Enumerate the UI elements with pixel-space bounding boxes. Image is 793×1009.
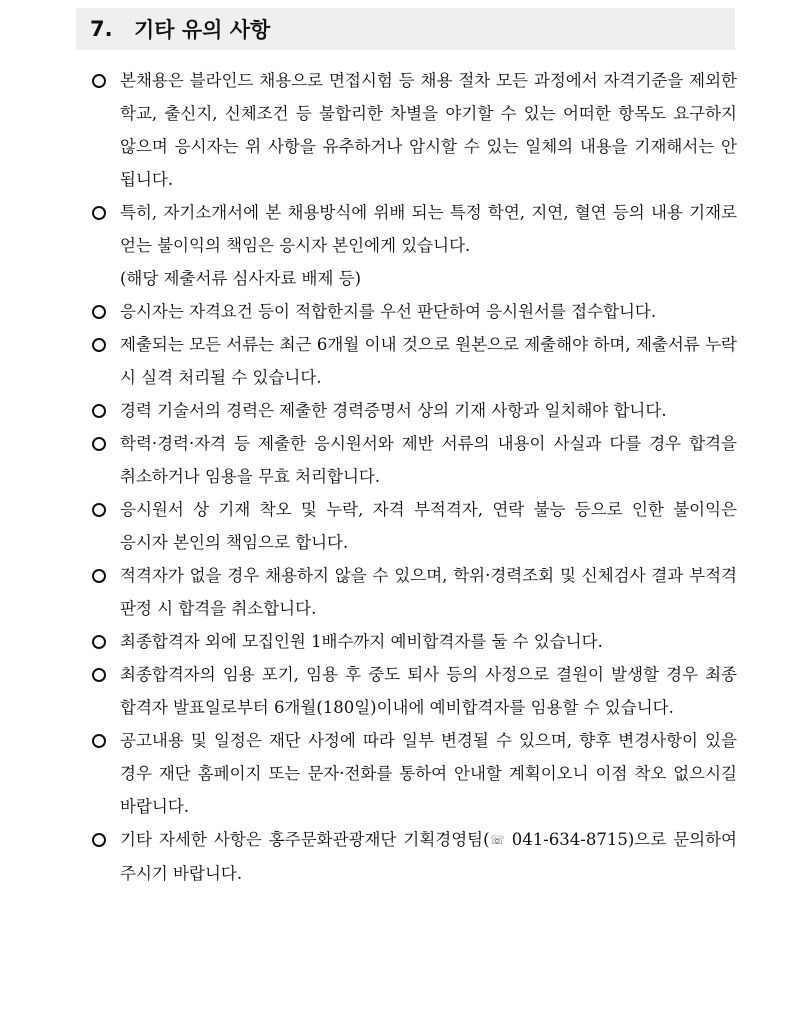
notice-list xyxy=(92,64,737,890)
notice-text: 응시원서 상 기재 착오 및 누락, 자격 부적격자, 연락 불능 등으로 인한 불이익은 응시자 본인의 책임으로 합니다. xyxy=(120,500,737,552)
notice-item xyxy=(92,427,737,493)
notice-text xyxy=(120,196,737,295)
notice-item xyxy=(92,559,737,625)
notice-item xyxy=(92,625,737,658)
notice-text: 응시자는 자격요건 등이 적합한지를 우선 판단하여 응시원서를 접수합니다. xyxy=(120,302,657,321)
section-number: 7. xyxy=(90,17,113,41)
notice-item xyxy=(92,196,737,295)
notice-item xyxy=(92,328,737,394)
notice-text: 경력 기술서의 경력은 제출한 경력증명서 상의 기재 사항과 일치해야 합니다. xyxy=(120,401,667,420)
notice-item xyxy=(92,658,737,724)
circle-bullet-icon xyxy=(92,625,120,658)
section-title: 기타 유의 사항 xyxy=(134,18,271,42)
notice-text xyxy=(120,823,737,890)
circle-bullet-icon xyxy=(92,394,120,427)
notice-text-main: 특히, 자기소개서에 본 채용방식에 위배 되는 특정 학연, 지연, 혈연 등의 내용 기재로 얻는 불이익의 책임은 응시자 본인에게 있습니다. xyxy=(120,203,737,255)
notice-text: 최종합격자 외에 모집인원 1배수까지 예비합격자를 둘 수 있습니다. xyxy=(120,632,603,651)
section-header xyxy=(76,8,735,50)
notice-text: 제출되는 모든 서류는 최근 6개월 이내 것으로 원본으로 제출해야 하며, 제출서류 누락 시 실격 처리될 수 있습니다. xyxy=(120,335,737,387)
contact-text-before: 기타 자세한 사항은 홍주문화관광재단 기획경영팀( xyxy=(120,830,490,849)
notice-item xyxy=(92,394,737,427)
contact-phone-number: 041-634-8715 xyxy=(504,830,628,849)
circle-bullet-icon xyxy=(92,196,120,229)
notice-text: 본채용은 블라인드 채용으로 면접시험 등 채용 절차 모든 과정에서 자격기준을 제외한 학교, 출신지, 신체조건 등 불합리한 차별을 야기할 수 있는 어떠한 항목도 요구하지 않으며 응시자는 위 사항을 유추하거나 암시할 수 있는 일체의 내용을 기재해서는 안 됩니다. xyxy=(120,71,737,189)
notice-note: (해당 제출서류 심사자료 배제 등) xyxy=(120,269,362,288)
circle-bullet-icon xyxy=(92,295,120,328)
notice-item xyxy=(92,724,737,823)
circle-bullet-icon xyxy=(92,658,120,691)
notice-item xyxy=(92,493,737,559)
circle-bullet-icon xyxy=(92,724,120,757)
phone-icon: ☏ xyxy=(489,833,505,847)
circle-bullet-icon xyxy=(92,493,120,526)
circle-bullet-icon xyxy=(92,64,120,97)
circle-bullet-icon xyxy=(92,328,120,361)
circle-bullet-icon xyxy=(92,559,120,592)
contact-text-after: )으로 문의하여 주시기 바랍니다. xyxy=(120,830,738,883)
notice-text: 공고내용 및 일정은 재단 사정에 따라 일부 변경될 수 있으며, 향후 변경사항이 있을 경우 재단 홈페이지 또는 문자·전화를 통하여 안내할 계획이오니 이점 착오 없으시길 바랍니다. xyxy=(120,731,737,816)
notice-text: 최종합격자의 임용 포기, 임용 후 중도 퇴사 등의 사정으로 결원이 발생할 경우 최종 합격자 발표일로부터 6개월(180일)이내에 예비합격자를 임용할 수 있습니다. xyxy=(120,665,737,717)
notice-item xyxy=(92,823,737,890)
notice-text: 학력·경력·자격 등 제출한 응시원서와 제반 서류의 내용이 사실과 다를 경우 합격을 취소하거나 임용을 무효 처리합니다. xyxy=(120,434,737,486)
notice-item xyxy=(92,295,737,328)
notice-text: 적격자가 없을 경우 채용하지 않을 수 있으며, 학위·경력조회 및 신체검사 결과 부적격 판정 시 합격을 취소합니다. xyxy=(120,566,737,618)
circle-bullet-icon xyxy=(92,823,120,856)
circle-bullet-icon xyxy=(92,427,120,460)
notice-item xyxy=(92,64,737,196)
